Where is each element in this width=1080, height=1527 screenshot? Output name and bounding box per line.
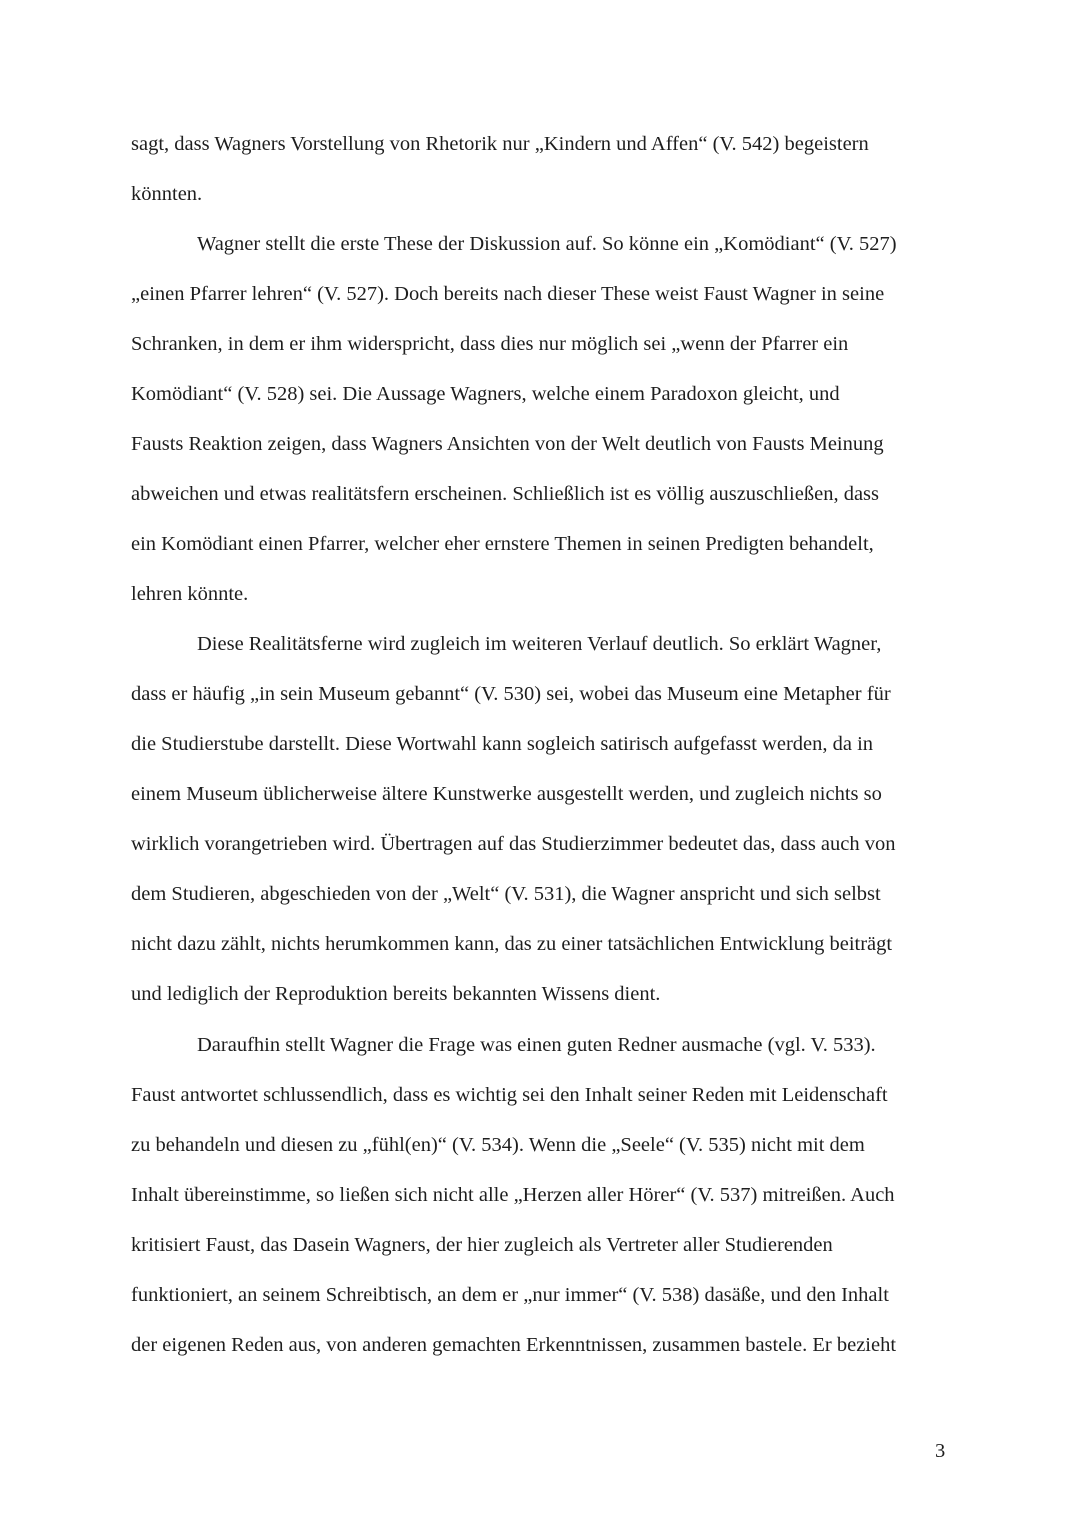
text-line: die Studierstube darstellt. Diese Wortwahl kann sogleich satirisch aufgefasst werden, da in [131, 733, 874, 755]
text-line: wirklich vorangetrieben wird. Übertragen auf das Studierzimmer bedeutet das, dass auch von [131, 833, 896, 855]
text-line: Komödiant“ (V. 528) sei. Die Aussage Wagners, welche einem Paradoxon gleicht, und [131, 383, 840, 405]
text-line: könnten. [131, 183, 203, 205]
text-line: Inhalt übereinstimme, so ließen sich nicht alle „Herzen aller Hörer“ (V. 537) mitreißen. Auch [131, 1184, 895, 1206]
text-line: dem Studieren, abgeschieden von der „Welt“ (V. 531), die Wagner anspricht und sich selbst [131, 883, 881, 905]
text-line: „einen Pfarrer lehren“ (V. 527). Doch bereits nach dieser These weist Faust Wagner in seine [131, 283, 885, 305]
text-line: kritisiert Faust, das Dasein Wagners, der hier zugleich als Vertreter aller Studierenden [131, 1234, 833, 1256]
text-line: abweichen und etwas realitätsfern erscheinen. Schließlich ist es völlig auszuschließen, dass [131, 483, 880, 505]
text-line: zu behandeln und diesen zu „fühl(en)“ (V. 534). Wenn die „Seele“ (V. 535) nicht mit dem [131, 1134, 865, 1156]
text-line: Faust antwortet schlussendlich, dass es wichtig sei den Inhalt seiner Reden mit Leidenschaft [131, 1084, 888, 1106]
text-line: Fausts Reaktion zeigen, dass Wagners Ansichten von der Welt deutlich von Fausts Meinung [131, 433, 884, 455]
text-line: funktioniert, an seinem Schreibtisch, an dem er „nur immer“ (V. 538) dasäße, und den Inhalt [131, 1284, 889, 1306]
text-line: Diese Realitätsferne wird zugleich im weiteren Verlauf deutlich. So erklärt Wagner, [197, 633, 882, 655]
text-line: dass er häufig „in sein Museum gebannt“ (V. 530) sei, wobei das Museum eine Metapher für [131, 683, 891, 705]
text-line: nicht dazu zählt, nichts herumkommen kann, das zu einer tatsächlichen Entwicklung beiträgt [131, 933, 893, 955]
text-line: Wagner stellt die erste These der Diskussion auf. So könne ein „Komödiant“ (V. 527) [197, 233, 897, 255]
text-line: sagt, dass Wagners Vorstellung von Rhetorik nur „Kindern und Affen“ (V. 542) begeistern [131, 133, 869, 155]
text-line: ein Komödiant einen Pfarrer, welcher eher ernstere Themen in seinen Predigten behandelt, [131, 533, 874, 555]
text-line: Daraufhin stellt Wagner die Frage was einen guten Redner ausmache (vgl. V. 533). [197, 1034, 876, 1056]
text-line: und lediglich der Reproduktion bereits bekannten Wissens dient. [131, 983, 661, 1005]
page-number: 3 [935, 1440, 946, 1462]
text-line: der eigenen Reden aus, von anderen gemachten Erkenntnissen, zusammen bastele. Er bezieht [131, 1334, 897, 1356]
text-line: Schranken, in dem er ihm widerspricht, dass dies nur möglich sei „wenn der Pfarrer ein [131, 333, 849, 355]
text-line: lehren könnte. [131, 583, 249, 605]
text-line: einem Museum üblicherweise ältere Kunstwerke ausgestellt werden, und zugleich nichts so [131, 783, 882, 805]
